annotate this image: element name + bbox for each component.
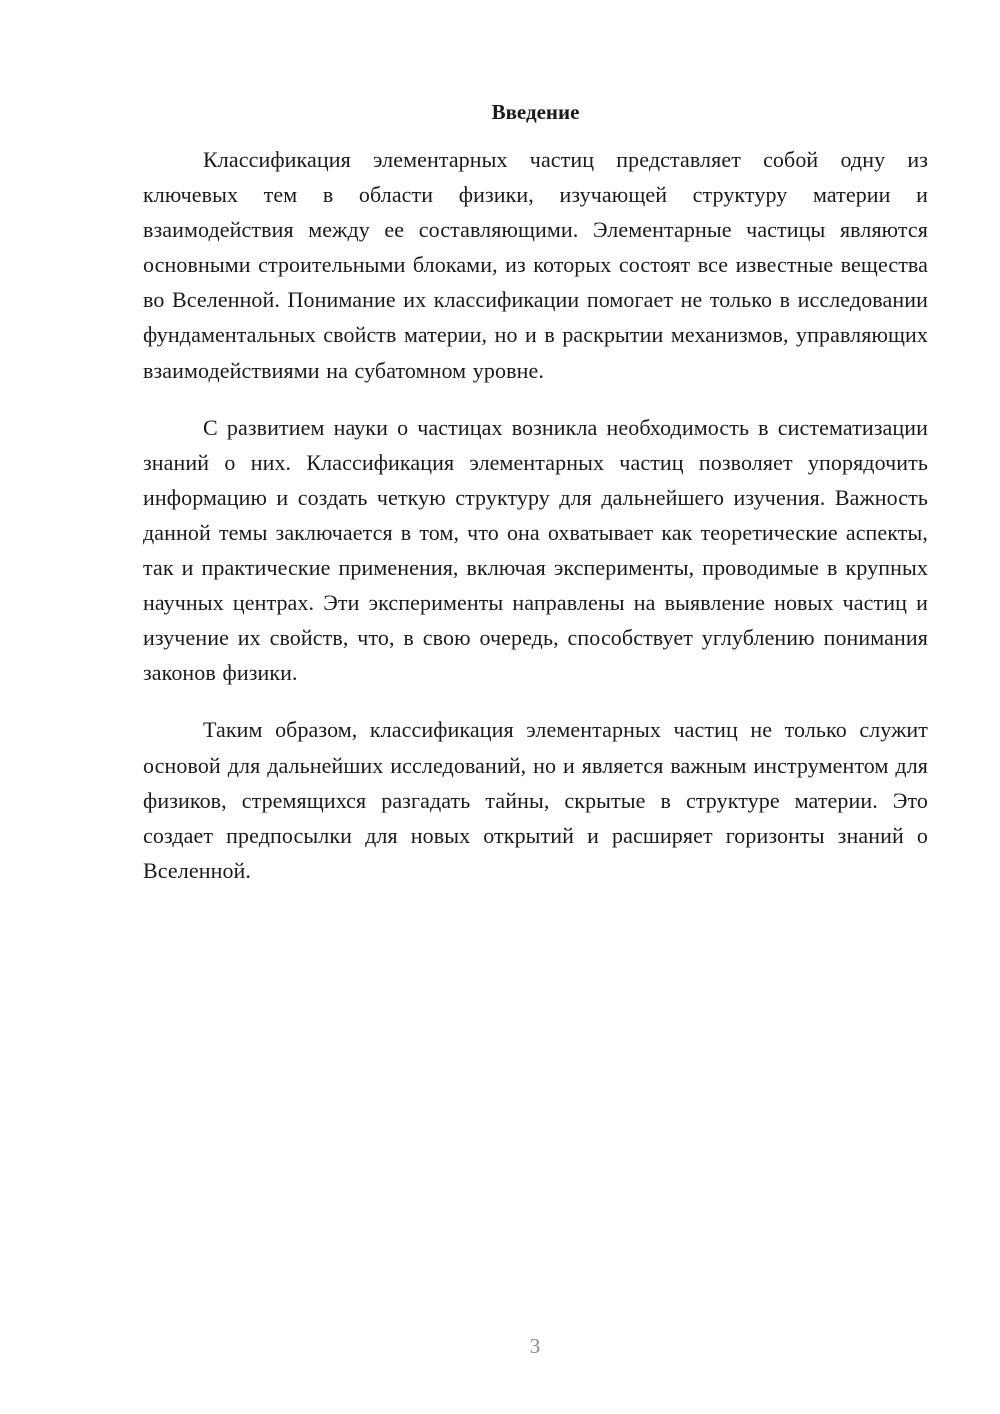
- body-text: [143, 142, 928, 910]
- paragraph-1: Классификация элементарных частиц представляет собой одну из ключевых тем в области физики, изучающей структуру материи и взаимодействия между ее составляющими. Элементарные частицы являются основными строительными блоками, из которых состоят все известные вещества во Вселенной. Понимание их классификации помогает не только в исследовании фундаментальных свойств материи, но и в раскрытии механизмов, управляющих взаимодействиями на субатомном уровне.: [143, 147, 928, 383]
- paragraph-2: С развитием науки о частицах возникла необходимость в систематизации знаний о них. Классификация элементарных частиц позволяет упорядочить информацию и создать четкую структуру для дальнейшего изучения. Важность данной темы заключается в том, что она охватывает как теоретические аспекты, так и практические применения, включая эксперименты, проводимые в крупных научных центрах. Эти эксперименты направлены на выявление новых частиц и изучение их свойств, что, в свою очередь, способствует углублению понимания законов физики.: [143, 414, 928, 686]
- section-heading: Введение: [491, 100, 580, 124]
- page-number: 3: [529, 1334, 541, 1358]
- paragraph-3: Таким образом, классификация элементарных частиц не только служит основой для дальнейших исследований, но и является важным инструментом для физиков, стремящихся разгадать тайны, скрытые в структуре материи. Это создает предпосылки для новых открытий и расширяет горизонты знаний о Вселенной.: [143, 717, 928, 883]
